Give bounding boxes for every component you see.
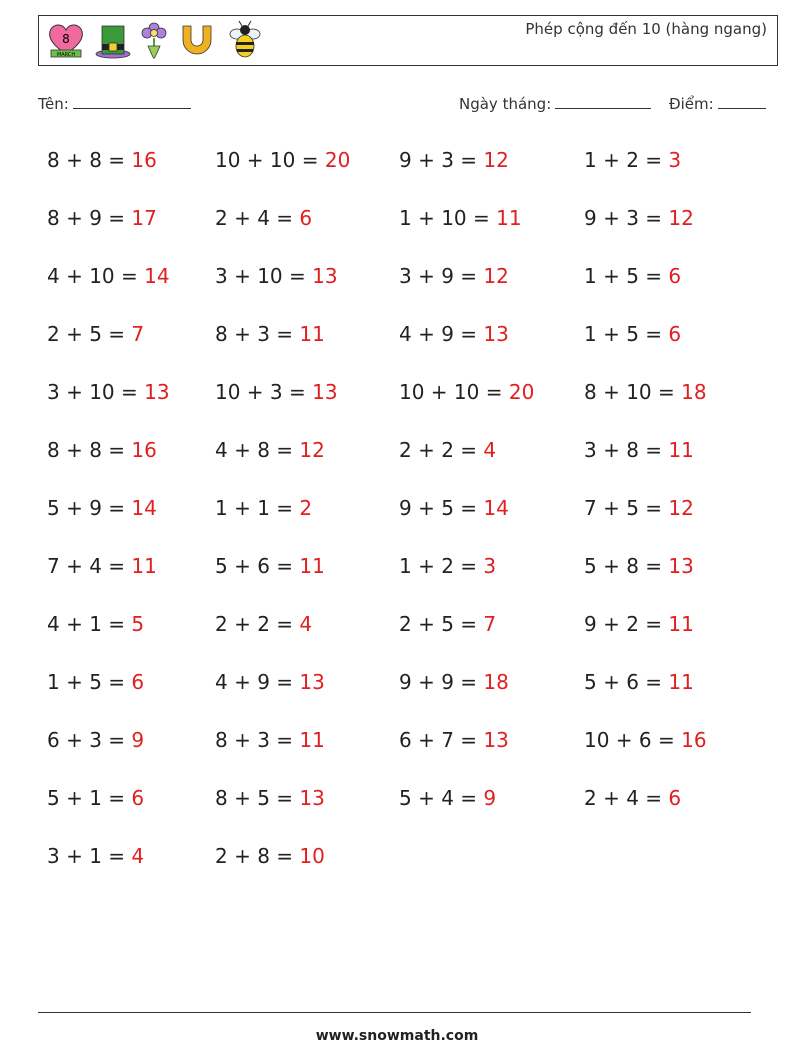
problem-item <box>215 670 325 694</box>
problem-item <box>399 670 509 694</box>
problem-expression: 8 + 3 = <box>215 322 300 346</box>
problem-item <box>47 728 144 752</box>
problem-expression: 10 + 10 = <box>215 148 325 172</box>
problem-expression: 1 + 2 = <box>584 148 669 172</box>
problem-answer: 6 <box>668 322 682 346</box>
problem-item <box>215 322 325 346</box>
problem-item <box>584 670 694 694</box>
problem-expression: 8 + 10 = <box>584 380 682 404</box>
problem-answer: 9 <box>483 786 497 810</box>
problem-expression: 1 + 5 = <box>584 322 669 346</box>
problem-answer: 16 <box>681 728 707 752</box>
problem-answer: 11 <box>131 554 157 578</box>
problem-answer: 12 <box>668 206 694 230</box>
problem-expression: 4 + 9 = <box>399 322 484 346</box>
problem-expression: 8 + 9 = <box>47 206 132 230</box>
problem-answer: 13 <box>483 322 509 346</box>
problem-expression: 5 + 1 = <box>47 786 132 810</box>
problem-item <box>215 264 338 288</box>
problem-answer: 13 <box>299 670 325 694</box>
problem-answer: 6 <box>299 206 313 230</box>
problem-answer: 16 <box>131 438 157 462</box>
problem-answer: 20 <box>508 380 535 404</box>
horseshoe-icon <box>177 20 217 60</box>
problem-item <box>215 206 312 230</box>
heart-march-icon <box>45 20 87 60</box>
problem-expression: 9 + 9 = <box>399 670 484 694</box>
problem-expression: 9 + 2 = <box>584 612 669 636</box>
score-label: Điểm: <box>669 95 714 113</box>
problem-item <box>399 786 496 810</box>
problem-item <box>584 148 681 172</box>
problem-answer: 5 <box>131 612 145 636</box>
problem-item <box>47 554 157 578</box>
heart-number: 8 <box>62 32 70 46</box>
problem-expression: 1 + 5 = <box>584 264 669 288</box>
problem-item <box>215 438 325 462</box>
problem-item <box>47 264 170 288</box>
problem-item <box>584 496 694 520</box>
problem-answer: 10 <box>299 844 325 868</box>
problem-expression: 1 + 10 = <box>399 206 497 230</box>
problem-expression: 3 + 1 = <box>47 844 132 868</box>
problem-item <box>584 786 681 810</box>
problem-item <box>399 438 496 462</box>
problem-item <box>584 728 707 752</box>
problem-item <box>584 554 694 578</box>
footer-site: www.snowmath.com <box>315 1028 479 1044</box>
problem-item <box>47 670 144 694</box>
problem-expression: 4 + 9 = <box>215 670 300 694</box>
date-label: Ngày tháng: <box>459 95 552 113</box>
problem-item <box>215 380 338 404</box>
problem-item <box>47 148 157 172</box>
problem-answer: 2 <box>299 496 313 520</box>
problem-answer: 13 <box>299 786 325 810</box>
problem-answer: 3 <box>483 554 497 578</box>
date-line[interactable] <box>555 94 651 109</box>
problem-expression: 9 + 3 = <box>399 148 484 172</box>
worksheet-title: Phép cộng đến 10 (hàng ngang) <box>525 20 767 38</box>
problem-item <box>584 438 694 462</box>
problem-answer: 11 <box>496 206 522 230</box>
problem-expression: 10 + 6 = <box>584 728 682 752</box>
problem-item <box>47 496 157 520</box>
problem-answer: 9 <box>131 728 145 752</box>
problem-expression: 2 + 2 = <box>215 612 300 636</box>
problem-expression: 2 + 5 = <box>399 612 484 636</box>
problem-answer: 20 <box>324 148 351 172</box>
header-box <box>38 15 778 66</box>
score-field <box>669 94 766 113</box>
problem-answer: 4 <box>299 612 313 636</box>
problem-item <box>215 612 312 636</box>
problem-item <box>215 496 312 520</box>
name-line[interactable] <box>73 94 191 109</box>
problem-item <box>399 380 534 404</box>
problem-expression: 8 + 8 = <box>47 438 132 462</box>
problem-item <box>47 322 144 346</box>
problem-item <box>399 148 509 172</box>
problem-expression: 5 + 6 = <box>584 670 669 694</box>
problem-item <box>47 206 157 230</box>
problem-answer: 11 <box>668 612 694 636</box>
problem-answer: 14 <box>144 264 170 288</box>
icon-strip <box>45 20 265 60</box>
problem-expression: 3 + 9 = <box>399 264 484 288</box>
name-label: Tên: <box>38 95 69 113</box>
problem-answer: 7 <box>483 612 497 636</box>
problem-expression: 4 + 1 = <box>47 612 132 636</box>
problem-item <box>47 844 144 868</box>
problem-item <box>399 554 496 578</box>
problem-answer: 4 <box>483 438 497 462</box>
problem-expression: 2 + 5 = <box>47 322 132 346</box>
problem-expression: 7 + 5 = <box>584 496 669 520</box>
problem-item <box>399 264 509 288</box>
problem-expression: 1 + 2 = <box>399 554 484 578</box>
problem-item <box>215 728 325 752</box>
problem-expression: 10 + 10 = <box>399 380 509 404</box>
problem-item <box>215 786 325 810</box>
problem-expression: 3 + 8 = <box>584 438 669 462</box>
problem-answer: 13 <box>668 554 694 578</box>
problem-expression: 8 + 3 = <box>215 728 300 752</box>
problem-answer: 13 <box>312 380 338 404</box>
problem-item <box>399 728 509 752</box>
problem-item <box>47 786 144 810</box>
score-line[interactable] <box>718 94 766 109</box>
problem-item <box>584 322 681 346</box>
heart-banner-text: MARCH <box>56 52 76 58</box>
problem-answer: 6 <box>668 264 682 288</box>
problem-answer: 12 <box>668 496 694 520</box>
problem-expression: 6 + 3 = <box>47 728 132 752</box>
problem-expression: 2 + 4 = <box>215 206 300 230</box>
problem-expression: 9 + 3 = <box>584 206 669 230</box>
problem-expression: 9 + 5 = <box>399 496 484 520</box>
problem-answer: 18 <box>681 380 707 404</box>
problem-item <box>215 148 350 172</box>
name-field <box>38 94 191 113</box>
problem-answer: 12 <box>299 438 325 462</box>
problem-item <box>584 612 694 636</box>
problem-expression: 5 + 4 = <box>399 786 484 810</box>
problem-item <box>399 322 509 346</box>
problem-answer: 11 <box>668 670 694 694</box>
problem-item <box>399 206 522 230</box>
problem-item <box>399 612 496 636</box>
problem-expression: 6 + 7 = <box>399 728 484 752</box>
problem-answer: 13 <box>144 380 170 404</box>
problem-answer: 11 <box>668 438 694 462</box>
problem-expression: 10 + 3 = <box>215 380 313 404</box>
problem-answer: 18 <box>483 670 509 694</box>
problem-item <box>215 554 325 578</box>
date-field <box>459 94 651 113</box>
problem-expression: 5 + 9 = <box>47 496 132 520</box>
problem-answer: 11 <box>299 554 325 578</box>
problem-expression: 2 + 4 = <box>584 786 669 810</box>
problem-answer: 12 <box>483 264 509 288</box>
problem-item <box>584 380 707 404</box>
problem-expression: 2 + 2 = <box>399 438 484 462</box>
problem-item <box>47 438 157 462</box>
bee-icon <box>225 20 265 60</box>
problem-answer: 6 <box>131 670 145 694</box>
problem-expression: 3 + 10 = <box>215 264 313 288</box>
problem-item <box>584 206 694 230</box>
problem-item <box>584 264 681 288</box>
problem-item <box>47 380 170 404</box>
problem-answer: 3 <box>668 148 682 172</box>
problem-expression: 8 + 8 = <box>47 148 132 172</box>
problem-expression: 5 + 8 = <box>584 554 669 578</box>
problem-expression: 1 + 5 = <box>47 670 132 694</box>
flower-icon <box>139 20 169 60</box>
problem-answer: 6 <box>668 786 682 810</box>
problem-expression: 3 + 10 = <box>47 380 145 404</box>
problem-answer: 17 <box>131 206 157 230</box>
problem-answer: 11 <box>299 728 325 752</box>
problem-answer: 12 <box>483 148 509 172</box>
problem-item <box>215 844 325 868</box>
problem-item <box>47 612 144 636</box>
problem-answer: 16 <box>131 148 157 172</box>
leprechaun-hat-icon <box>95 20 131 60</box>
problem-answer: 14 <box>483 496 509 520</box>
problem-expression: 7 + 4 = <box>47 554 132 578</box>
problem-expression: 5 + 6 = <box>215 554 300 578</box>
problem-answer: 6 <box>131 786 145 810</box>
problem-answer: 14 <box>131 496 157 520</box>
problem-answer: 13 <box>483 728 509 752</box>
footer-divider <box>38 1012 751 1013</box>
problem-expression: 4 + 10 = <box>47 264 145 288</box>
problem-answer: 4 <box>131 844 145 868</box>
problem-expression: 8 + 5 = <box>215 786 300 810</box>
problem-answer: 11 <box>299 322 325 346</box>
problem-expression: 1 + 1 = <box>215 496 300 520</box>
problem-answer: 13 <box>312 264 338 288</box>
problem-item <box>399 496 509 520</box>
problem-answer: 7 <box>131 322 145 346</box>
problem-expression: 4 + 8 = <box>215 438 300 462</box>
problem-expression: 2 + 8 = <box>215 844 300 868</box>
